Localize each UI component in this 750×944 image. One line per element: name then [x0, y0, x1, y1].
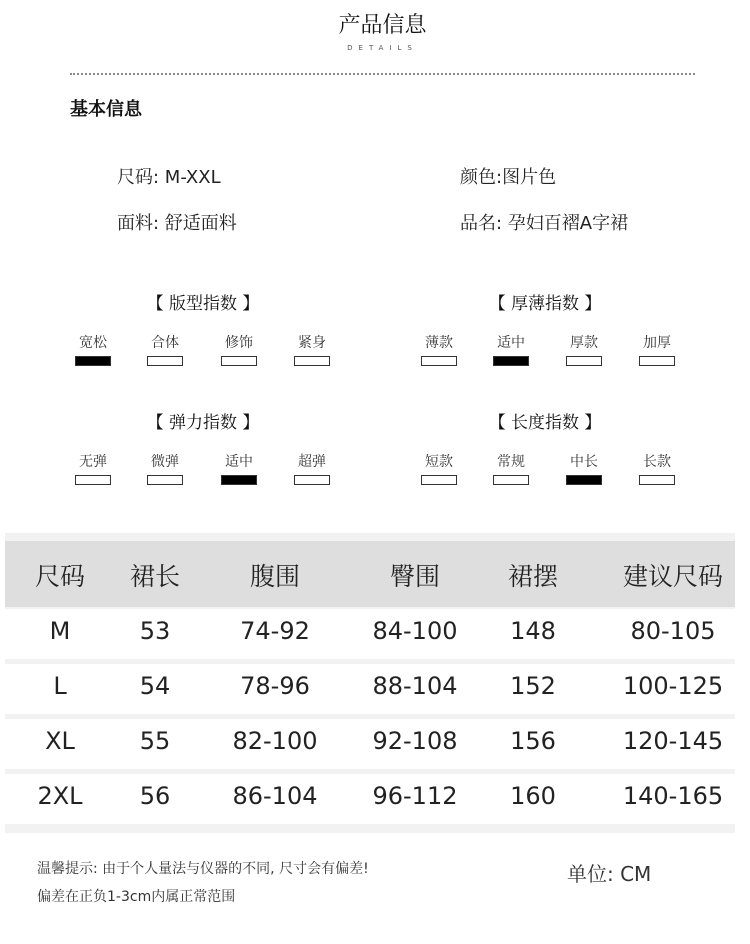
product-name: 品名: 孕妇百褶A字裙 — [460, 213, 629, 234]
table-cell: 92-108 — [372, 727, 458, 755]
gauge-title: 【 厚薄指数 】 — [488, 294, 602, 314]
fabric-info: 面料: 舒适面料 — [117, 213, 237, 234]
gauge-option-label: 紧身 — [298, 335, 326, 351]
gauge-title: 【 弹力指数 】 — [146, 413, 260, 433]
page-subtitle: DETAILS — [347, 44, 418, 52]
gauge-option — [481, 452, 541, 485]
table-cell: 55 — [139, 727, 171, 755]
gauge-option — [282, 333, 342, 366]
table-cell: 148 — [510, 617, 556, 645]
gauge-title: 【 长度指数 】 — [488, 413, 602, 433]
size-range: 尺码: M-XXL — [117, 167, 221, 188]
section-title-basic-info: 基本信息 — [70, 99, 142, 120]
table-cell: XL — [45, 727, 75, 755]
table-cell: 56 — [139, 782, 171, 810]
gauge-option — [209, 333, 269, 366]
gauge-option-label: 无弹 — [79, 454, 107, 470]
gauge-title: 【 版型指数 】 — [146, 294, 260, 314]
table-cell: M — [49, 617, 71, 645]
table-cell: 78-96 — [240, 672, 310, 700]
table-cell: 140-165 — [622, 782, 724, 810]
notice-line-2: 偏差在正负1-3cm内属正常范围 — [37, 889, 236, 905]
gauge-option — [554, 452, 614, 485]
gauge-indicator — [639, 356, 675, 366]
table-cell: 156 — [510, 727, 556, 755]
unit-label: 单位: CM — [567, 862, 652, 886]
table-header-cell: 建议尺码 — [622, 562, 723, 591]
gauge-indicator-selected — [75, 356, 111, 366]
gauge-option — [627, 452, 687, 485]
table-header-cell: 臀围 — [389, 562, 440, 591]
gauge-indicator-selected — [221, 475, 257, 485]
table-cell: 53 — [139, 617, 171, 645]
table-cell: 54 — [139, 672, 171, 700]
gauge-option-label: 短款 — [425, 454, 453, 470]
table-header-cell: 腹围 — [249, 562, 300, 591]
gauge-indicator — [147, 475, 183, 485]
gauge-indicator — [75, 475, 111, 485]
gauge-option — [135, 333, 195, 366]
gauge-option-label: 中长 — [570, 454, 598, 470]
table-cell: L — [53, 672, 67, 700]
dotted-divider — [70, 73, 695, 75]
gauge-option-label: 微弹 — [151, 454, 179, 470]
gauge-option-label: 厚款 — [570, 335, 598, 351]
gauge-indicator — [294, 475, 330, 485]
table-cell: 88-104 — [372, 672, 458, 700]
gauge-option — [63, 452, 123, 485]
gauge-option — [282, 452, 342, 485]
gauge-indicator — [147, 356, 183, 366]
gauge-indicator-selected — [493, 356, 529, 366]
gauge-option — [627, 333, 687, 366]
table-cell: 82-100 — [232, 727, 318, 755]
table-cell: 160 — [510, 782, 556, 810]
table-cell: 152 — [510, 672, 556, 700]
table-cell: 120-145 — [622, 727, 724, 755]
gauge-option-label: 超弹 — [298, 454, 326, 470]
color-info: 颜色:图片色 — [460, 167, 557, 188]
gauge-indicator — [421, 356, 457, 366]
gauge-option-label: 薄款 — [425, 335, 453, 351]
gauge-option-label: 修饰 — [225, 335, 253, 351]
gauge-option — [135, 452, 195, 485]
gauge-option — [409, 452, 469, 485]
gauge-indicator — [421, 475, 457, 485]
gauge-indicator — [493, 475, 529, 485]
table-cell: 74-92 — [240, 617, 310, 645]
gauge-option — [481, 333, 541, 366]
gauge-option-label: 适中 — [225, 454, 253, 470]
notice-line-1: 温馨提示: 由于个人量法与仪器的不同, 尺寸会有偏差! — [37, 861, 369, 877]
gauge-indicator-selected — [566, 475, 602, 485]
gauge-option — [409, 333, 469, 366]
table-cell: 80-105 — [630, 617, 716, 645]
table-header-cell: 裙摆 — [507, 562, 558, 591]
table-cell: 2XL — [37, 782, 83, 810]
gauge-option-label: 常规 — [497, 454, 525, 470]
gauge-option-label: 合体 — [151, 335, 179, 351]
gauge-indicator — [566, 356, 602, 366]
gauge-option-label: 适中 — [497, 335, 525, 351]
gauge-option — [63, 333, 123, 366]
gauge-option-label: 长款 — [643, 454, 671, 470]
page-title: 产品信息 — [338, 13, 427, 38]
gauge-indicator — [294, 356, 330, 366]
gauge-indicator — [221, 356, 257, 366]
table-cell: 86-104 — [232, 782, 318, 810]
gauge-option — [554, 333, 614, 366]
gauge-option — [209, 452, 269, 485]
table-cell: 100-125 — [622, 672, 724, 700]
table-header-cell: 尺码 — [34, 562, 85, 591]
gauge-option-label: 加厚 — [643, 335, 671, 351]
table-cell: 84-100 — [372, 617, 458, 645]
gauge-indicator — [639, 475, 675, 485]
table-header-cell: 裙长 — [129, 562, 180, 591]
table-cell: 96-112 — [372, 782, 458, 810]
gauge-option-label: 宽松 — [79, 335, 107, 351]
